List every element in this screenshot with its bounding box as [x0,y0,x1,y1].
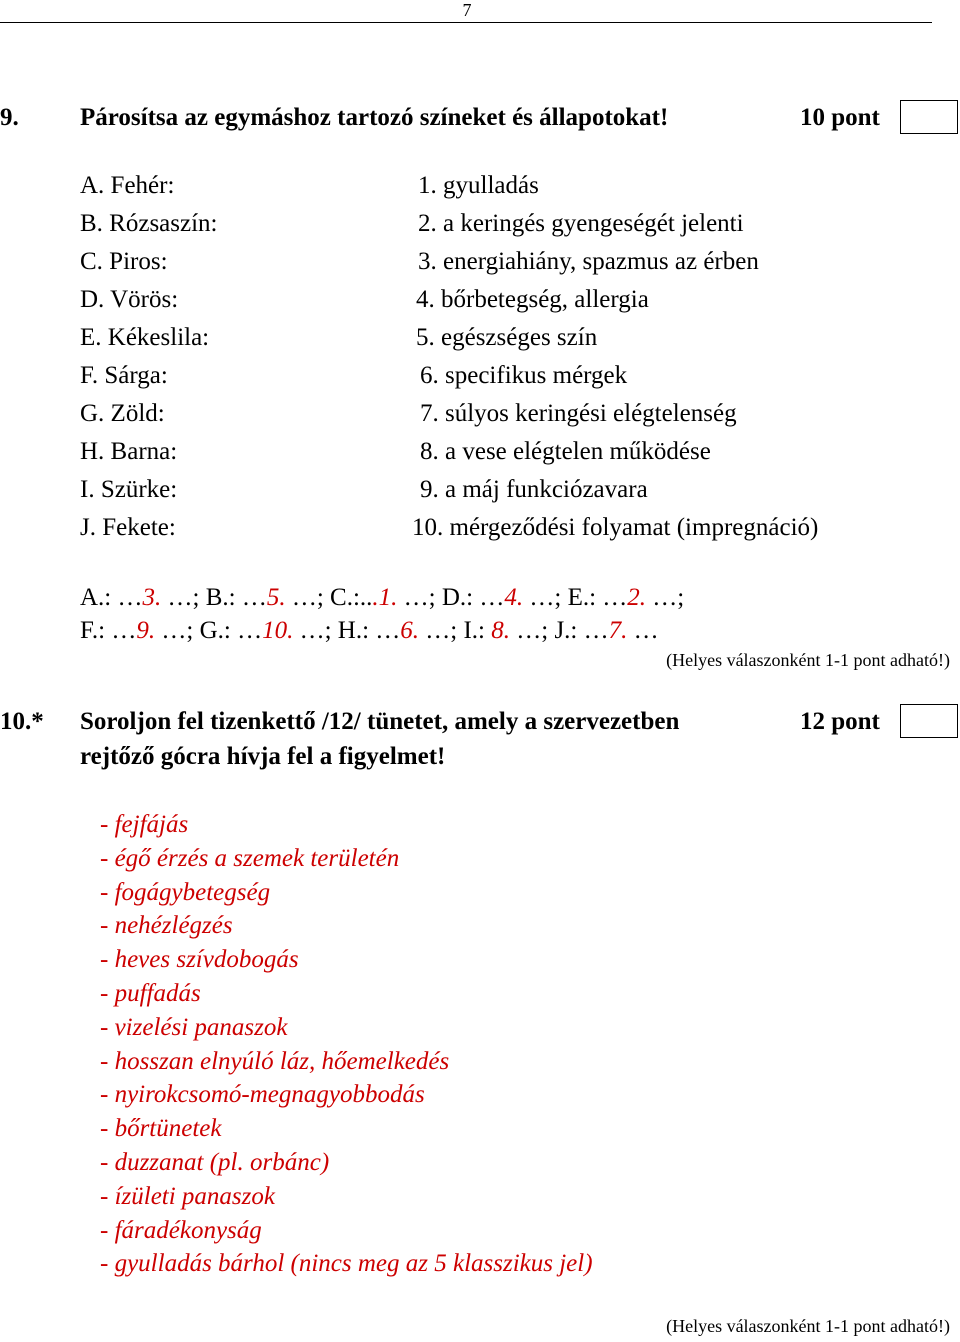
q9-state-item: 9. a máj funkciózavara [420,476,648,503]
q10-answer-item: - duzzanat (pl. orbánc) [100,1149,330,1176]
q9-score-box[interactable] [900,100,958,134]
answer-value: 6. [400,617,420,644]
q9-color-item: D. Vörös: [80,286,179,313]
answer-label: I.: [463,617,492,644]
q10-answer-item: - gyulladás bárhol (nincs meg az 5 klasszikus jel) [100,1250,593,1278]
q10-answer-item: - puffadás [100,980,201,1007]
answer-label: C.:.. [330,584,373,611]
answer-value: 7. [608,617,628,644]
answer-separator: …; [285,584,331,611]
q9-points: 10 pont [800,104,880,131]
q10-answer-item: - égő érzés a szemek területén [100,844,400,872]
q10-text-line2: rejtőző gócra hívja fel a figyelmet! [80,743,446,770]
answer-label: F.: … [80,617,137,644]
q10-answer-item: - fejfájás [100,811,189,838]
answer-value: 4. [504,584,524,611]
q9-state-item: 1. gyulladás [418,172,539,199]
q9-state-item: 5. egészséges szín [416,324,598,351]
answer-label: G.: … [199,617,263,644]
q10-points: 12 pont [800,708,880,735]
answer-separator: …; [155,617,200,644]
answer-value: 2. [627,584,647,611]
q9-state-item: 4. bőrbetegség, allergia [416,286,649,313]
answer-label: D.: … [441,584,505,611]
answer-separator: …; [419,617,464,644]
q10-text-line1: Soroljon fel tizenkettő /12/ tünetet, amely a szervezetben [80,708,680,735]
answer-separator: …; [646,584,685,611]
answer-label: B.: … [205,584,267,611]
q10-answer-item: - nehézlégzés [100,912,233,940]
q9-color-item: E. Kékeslila: [80,324,210,351]
q10-answer-item: - vizelési panaszok [100,1013,288,1041]
answer-label: J.: … [554,617,609,644]
answer-separator: … [627,617,659,644]
q9-scoring-note: (Helyes válaszonként 1-1 pont adható!) [666,650,950,670]
q10-answer-item: - ízületi panaszok [100,1182,275,1210]
q10-number: 10.* [0,708,44,735]
q9-state-item: 3. energiahiány, spazmus az érben [418,248,759,275]
q9-number: 9. [0,104,19,131]
q10-scoring-note: (Helyes válaszonként 1-1 pont adható!) [666,1316,950,1336]
answer-value: 9. [136,617,156,644]
answer-value: 10. [262,617,294,644]
q10-answer-item: - hosszan elnyúló láz, hőemelkedés [100,1047,450,1075]
q9-color-item: H. Barna: [80,438,178,465]
q9-state-item: 2. a keringés gyengeségét jelenti [418,210,744,237]
page-number: 7 [462,0,472,20]
q10-answer-item: - nyirokcsomó-megnagyobbodás [100,1081,425,1109]
answer-label: A.: … [80,584,143,611]
q9-color-item: A. Fehér: [80,172,175,199]
q9-color-item: B. Rózsaszín: [80,210,218,237]
answer-value: .1. [372,584,398,611]
answer-separator: …; [293,617,338,644]
q9-state-item: 7. súlyos keringési elégtelenség [420,400,737,427]
q9-color-item: J. Fekete: [80,514,176,541]
q10-score-box[interactable] [900,704,958,738]
q10-answer-item: - bőrtünetek [100,1115,222,1143]
q9-color-item: I. Szürke: [80,476,178,503]
q9-answers-row1 [80,584,684,612]
q9-state-item: 10. mérgeződési folyamat (impregnáció) [412,514,819,541]
answer-value: 5. [266,584,286,611]
answer-label: E.: … [567,584,628,611]
header-rule [0,22,932,23]
q9-state-item: 6. specifikus mérgek [420,362,628,389]
q10-answer-item: - fogágybetegség [100,878,271,906]
q9-text: Párosítsa az egymáshoz tartozó színeket és állapotokat! [80,104,669,131]
q9-color-item: G. Zöld: [80,400,165,427]
q9-color-item: C. Piros: [80,248,168,275]
q9-answers-row2 [80,617,659,645]
q10-answer-item: - fáradékonyság [100,1216,262,1244]
answer-separator: …; [523,584,568,611]
q9-color-item: F. Sárga: [80,362,168,389]
answer-value: 3. [142,584,162,611]
q10-answer-item: - heves szívdobogás [100,946,299,974]
answer-separator: …; [397,584,442,611]
answer-separator: …; [161,584,206,611]
answer-separator: …; [510,617,555,644]
q9-state-item: 8. a vese elégtelen működése [420,438,711,465]
answer-value: 8. [491,617,510,644]
answer-label: H.: … [337,617,401,644]
